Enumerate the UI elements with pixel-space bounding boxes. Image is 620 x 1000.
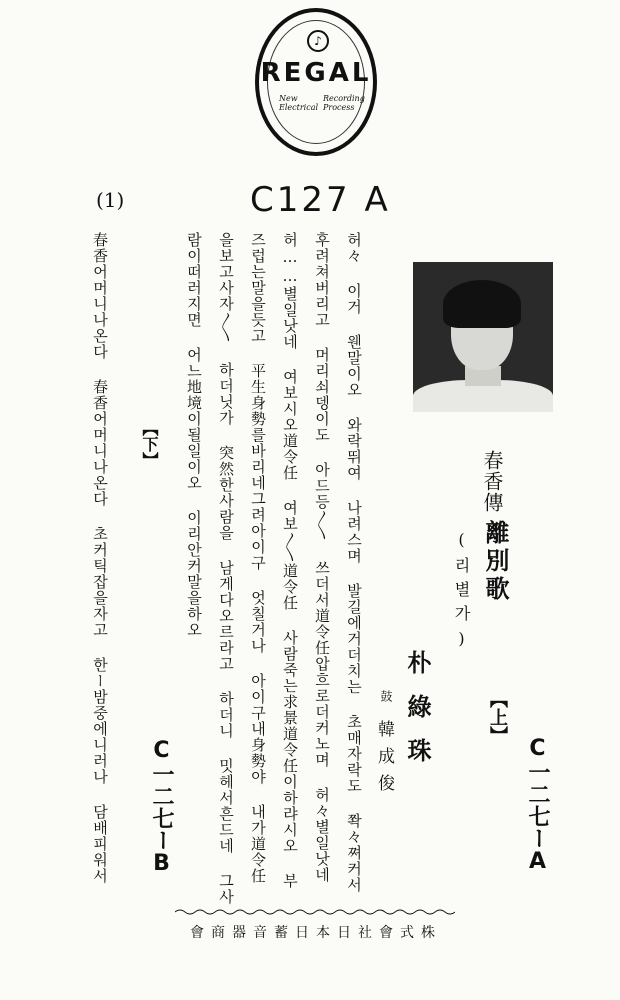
- catalog-number: C127 A: [250, 180, 391, 220]
- lyric-line: 허……별일낫네 여보시오道令任 여보〳〵道令任 사람죽는求景道令任이하랴시오 부: [281, 232, 299, 889]
- lyric-line: 후려쳐버리고 머리쇠뎅이도 아드등〳〵 쓰더서道令任압흐로더커노며 허々별일낫네: [313, 232, 331, 883]
- lyric-line: 허々 이거 웬말이오 와락뛰여 나려스며 발길에거더치는 초매자락도 쫙々쪄커서: [345, 232, 363, 893]
- accompanist-label: 鼓: [379, 690, 393, 702]
- song-title-reading: (리별가): [452, 530, 471, 656]
- lyric-line: 을보고사자〳〵 하더닛가 突然한사람을 남게다오르라고 하더니 밋헤서흔드네 그사: [217, 232, 235, 905]
- performer-portrait: [413, 262, 553, 412]
- page-number: (1): [96, 188, 125, 212]
- label-sub-right: Recording Process: [323, 94, 365, 112]
- side-b-code: C一二七ーB: [149, 738, 174, 876]
- wavy-divider: [175, 908, 455, 916]
- lyric-line: 람이떠러지면 어느地境이될일이오 이리안커말을하오: [185, 232, 203, 638]
- publisher-footer: 會商器音蓄日本日社會式株: [190, 925, 442, 941]
- music-note-icon: ♪: [307, 30, 329, 52]
- side-marker-upper: 【上】: [487, 690, 508, 744]
- song-title: 離別歌: [481, 520, 510, 604]
- side-a-code: C一二七ーA: [525, 736, 550, 874]
- song-source: 春香傳: [480, 450, 504, 513]
- label-sub-left: New Electrical: [279, 94, 319, 112]
- lyric-line: 즈럽는말을듯고 平生身勢를바리네그려아이구 엇칠거나 아이구내身勢야 내가道令任: [249, 232, 267, 884]
- side-marker-lower: 【下】: [140, 420, 159, 468]
- accompanist-name: 韓成俊: [374, 720, 394, 801]
- record-label-logo: [255, 8, 377, 156]
- portrait-hair: [443, 280, 521, 328]
- label-brand: REGAL: [260, 58, 372, 88]
- performer-name: 朴綠珠: [403, 650, 432, 782]
- lyric-line: 春香어머니나온다 春香어머니나온다 초커틱잡을자고 한ー밤중에니러나 담배피워서: [91, 232, 109, 884]
